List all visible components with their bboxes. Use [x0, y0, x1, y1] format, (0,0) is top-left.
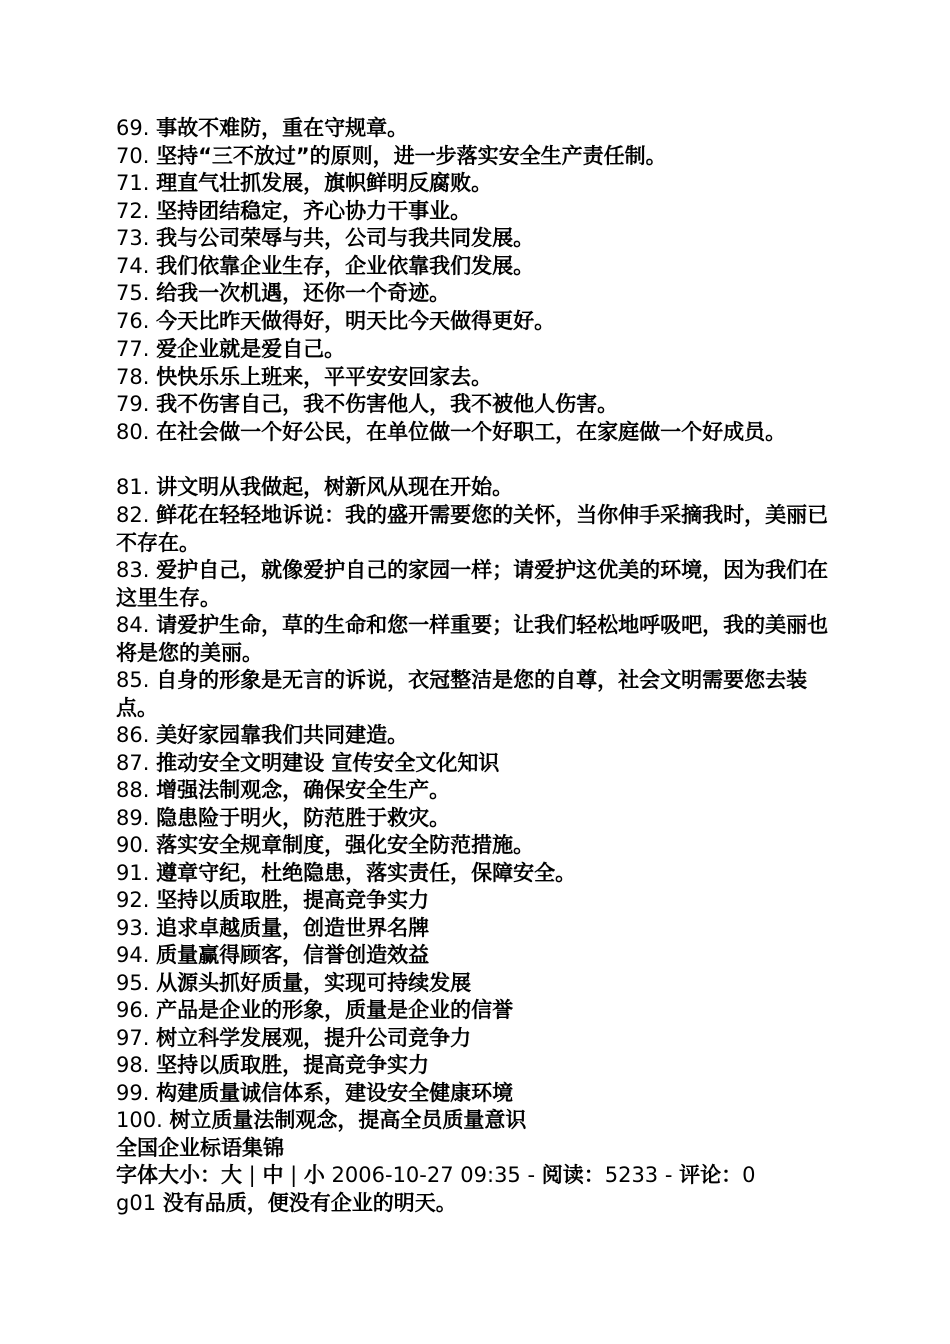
- list-item: 79. 我不伤害自己，我不伤害他人，我不被他人伤害。: [116, 392, 619, 416]
- reads-label: 阅读：: [541, 1163, 605, 1187]
- list-item: 97. 树立科学发展观，提升公司竞争力: [116, 1026, 472, 1050]
- list-item: g01 没有品质，便没有企业的明天。: [116, 1191, 457, 1215]
- list-item: 78. 快快乐乐上班来，平平安安回家去。: [116, 365, 493, 389]
- reads-count: 5233: [604, 1163, 659, 1187]
- list-item: 95. 从源头抓好质量，实现可持续发展: [116, 971, 472, 995]
- article-meta: [116, 1162, 846, 1190]
- font-size-small-link[interactable]: 小: [303, 1163, 325, 1187]
- list-item: 82. 鲜花在轻轻地诉说：我的盛开需要您的关怀，当你伸手采摘我时，美丽已不存在。: [116, 503, 829, 555]
- font-size-medium-link[interactable]: 中: [262, 1163, 284, 1187]
- font-size-large-link[interactable]: 大: [221, 1163, 242, 1187]
- separator: -: [658, 1163, 680, 1187]
- list-item: 94. 质量赢得顾客，信誉创造效益: [116, 943, 430, 967]
- list-item: 81. 讲文明从我做起，树新风从现在开始。: [116, 475, 514, 499]
- font-size-label: 字体大小：: [116, 1163, 221, 1187]
- list-item: 71. 理直气壮抓发展，旗帜鲜明反腐败。: [116, 171, 493, 195]
- comments-count: 0: [742, 1163, 756, 1187]
- list-item: 88. 增强法制观念，确保安全生产。: [116, 778, 451, 802]
- list-item: 84. 请爱护生命，草的生命和您一样重要；让我们轻松地呼吸吧，我的美丽也将是您的美丽。: [116, 613, 829, 665]
- list-item: 93. 追求卓越质量，创造世界名牌: [116, 916, 430, 940]
- list-item: 73. 我与公司荣辱与共，公司与我共同发展。: [116, 226, 535, 250]
- separator: |: [242, 1163, 263, 1187]
- list-item: 91. 遵章守纪，杜绝隐患，落实责任，保障安全。: [116, 861, 577, 885]
- list-item: 70. 坚持“三不放过”的原则，进一步落实安全生产责任制。: [116, 144, 667, 168]
- list-item: 83. 爱护自己，就像爱护自己的家园一样；请爱护这优美的环境，因为我们在这里生存。: [116, 558, 829, 610]
- list-item: 99. 构建质量诚信体系，建设安全健康环境: [116, 1081, 514, 1105]
- list-item: 100. 树立质量法制观念，提高全员质量意识: [116, 1108, 527, 1132]
- list-item: 89. 隐患险于明火，防范胜于救灾。: [116, 806, 451, 830]
- list-item: 74. 我们依靠企业生存，企业依靠我们发展。: [116, 254, 535, 278]
- list-item: 85. 自身的形象是无言的诉说，衣冠整洁是您的自尊，社会文明需要您去装点。: [116, 668, 808, 720]
- list-item: 77. 爱企业就是爱自己。: [116, 337, 346, 361]
- post-datetime: 2006-10-27 09:35 -: [324, 1163, 542, 1187]
- list-item: 75. 给我一次机遇，还你一个奇迹。: [116, 281, 451, 305]
- section-title: 全国企业标语集锦: [116, 1136, 284, 1160]
- list-item: 96. 产品是企业的形象，质量是企业的信誉: [116, 998, 514, 1022]
- list-item: 87. 推动安全文明建设 宣传安全文化知识: [116, 751, 500, 775]
- list-item: 69. 事故不难防，重在守规章。: [116, 116, 409, 140]
- list-item: 80. 在社会做一个好公民，在单位做一个好职工，在家庭做一个好成员。: [116, 420, 787, 444]
- list-item: 98. 坚持以质取胜，提高竞争实力: [116, 1053, 430, 1077]
- list-item: 76. 今天比昨天做得好，明天比今天做得更好。: [116, 309, 556, 333]
- separator: |: [283, 1163, 304, 1187]
- list-item: 86. 美好家园靠我们共同建造。: [116, 723, 409, 747]
- list-item: 90. 落实安全规章制度，强化安全防范措施。: [116, 833, 535, 857]
- comments-label: 评论：: [679, 1163, 743, 1187]
- list-item: 72. 坚持团结稳定，齐心协力干事业。: [116, 199, 472, 223]
- list-item: 92. 坚持以质取胜，提高竞争实力: [116, 888, 430, 912]
